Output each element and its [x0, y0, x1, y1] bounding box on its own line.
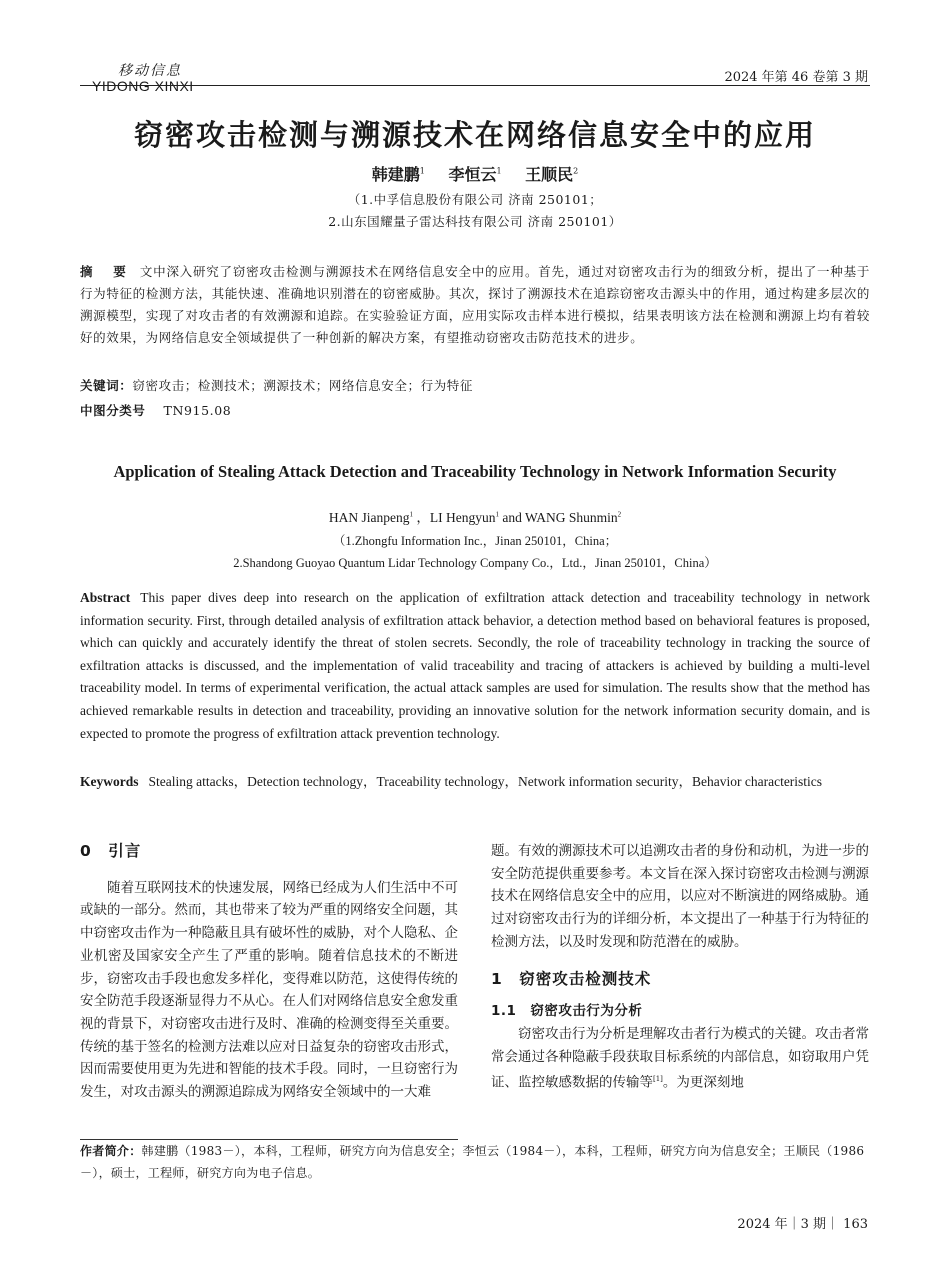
section-1-1-paragraph: 窃密攻击行为分析是理解攻击者行为模式的关键。攻击者常常会通过各种隐蔽手段获取目标系统的内部信息，如窃取用户凭证、监控敏感数据的传输等[1]。为更深刻地 — [491, 1025, 869, 1091]
abstract-en — [80, 587, 870, 745]
clc-number — [80, 401, 231, 419]
abstract-cn-label: 摘 要 — [80, 264, 134, 279]
keywords-cn-text: 窃密攻击；检测技术；溯源技术；网络信息安全；行为特征 — [132, 378, 474, 393]
author-2: 李恒云$^1$ — [448, 165, 502, 184]
english-title: Application of Stealing Attack Detection and Traceability Technology in Network Information Security — [113, 462, 837, 481]
journal-logo — [92, 60, 194, 94]
abstract-en-label: Abstract — [80, 590, 131, 605]
keywords-en-text: Stealing attacks，Detection technology，Traceability technology，Network information security，Behavior characteristics — [148, 774, 823, 789]
abstract-cn-text: 文中深入研究了窃密攻击检测与溯源技术在网络信息安全中的应用。首先，通过对窃密攻击行为的细致分析，提出了一种基于行为特征的检测方法，其能快速、准确地识别潜在的窃密威胁。其次，探讨了溯源技术在追踪窃密攻击源头中的作用，通过构建多层次的溯源模型，实现了对攻击者的有效溯源和追踪。在实验验证方面，应用实际攻击样本进行模拟，结果表明该方法在检测和溯源上均有着较好的效果，为网络信息安全领域提供了一种创新的解决方案，有望推动窃密攻击防范技术的进步。 — [80, 264, 870, 345]
section-1-1-heading: 1.1 窃密攻击行为分析 — [491, 1003, 643, 1020]
issue-info: 2024 年第 46 卷第 3 期 — [724, 70, 868, 85]
english-author-3: WANG Shunmin — [524, 510, 618, 525]
header-rule — [80, 85, 870, 86]
author-3: 王顺民$^2$ — [525, 165, 579, 184]
body-column-right — [491, 840, 869, 1095]
author-bio-footnote — [80, 1140, 870, 1184]
journal-name-cn: 移动信息 — [118, 63, 182, 79]
keywords-en — [80, 771, 870, 794]
abstract-cn — [80, 261, 870, 349]
affiliation-cn-2: 2.山东国耀量子雷达科技有限公司 济南 250101） — [328, 214, 622, 229]
english-author-1: HAN Jianpeng — [328, 510, 410, 525]
author-list — [0, 162, 950, 185]
paper-title: 窃密攻击检测与溯源技术在网络信息安全中的应用 — [133, 118, 816, 152]
english-author-2: LI Hengyun — [429, 510, 496, 525]
english-affiliation-1: （1.Zhongfu Information Inc.，Jinan 250101，China； — [332, 534, 618, 548]
section-0-heading: 0 引言 — [80, 842, 142, 860]
citation-ref: [1] — [653, 1075, 663, 1084]
abstract-en-text: This paper dives deep into research on the application of exfiltration attack detection and traceability technology in network information security. First, through detailed analysis of exfiltration attack behavior, a detection method based on behavioral features is proposed, which can quickly and accurately identify the threat of stolen secrets. Secondly, the role of traceability technology in tracking the source of exfiltration attacks is discussed, and the implementation of valid traceability and tracing of attackers is achieved by building a multi-level traceability model. In terms of experimental verification, the actual attack samples are used for simulation. The results show that the method has achieved remarkable results in detection and traceability, providing an innovative solution for the network information security domain, and is expected to promote the progress of exfiltration attack prevention technology. — [80, 590, 870, 741]
affiliation-cn-1: （1.中孚信息股份有限公司 济南 250101； — [347, 192, 603, 207]
clc-value: TN915.08 — [163, 403, 232, 418]
clc-label: 中图分类号 — [80, 403, 146, 418]
section-0-paragraph: 随着互联网技术的快速发展，网络已经成为人们生活中不可或缺的一部分。然而，其也带来了较为严重的网络安全问题，其中窃密攻击作为一种隐蔽且具有破坏性的威胁，对个人隐私、企业机密及国家安全产生了严重的影响。随着信息技术的不断进步，窃密攻击手段也愈发多样化，变得难以防范，这使得传统的安全防范手段逐渐显得力不从心。在人们对网络信息安全愈发重视的背景下，对窃密攻击进行及时、准确的检测变得至关重要。传统的基于签名的检测方法难以应对日益复杂的窃密攻击形式，因而需要使用更为先进和智能的技术手段。同时，一旦窃密行为发生，对攻击源头的溯源追踪成为网络安全领域中的一大难 — [80, 879, 458, 1101]
journal-name-en: YIDONG XINXI — [92, 78, 194, 94]
body-column-left — [80, 840, 458, 1104]
keywords-cn — [80, 376, 473, 394]
section-1-heading: 1 窃密攻击检测技术 — [491, 969, 652, 988]
section-0-paragraph-continued: 题。有效的溯源技术可以追溯攻击者的身份和动机，为进一步的安全防范提供重要参考。本文旨在深入探讨窃密攻击检测与溯源技术在网络信息安全中的应用，以应对不断演进的网络威胁。通过对窃密攻击行为的详细分析，本文提出了一种基于行为特征的检测方法，以及时发现和防范潜在的威胁。 — [491, 843, 869, 950]
page-footer: 2024 年｜3 期｜ 163 — [737, 1217, 868, 1232]
keywords-cn-label: 关键词： — [80, 378, 133, 393]
english-author-list: HAN Jianpeng$^1$ ，LI Hengyun$^1$ and WANG Shunmin$^2$ — [328, 510, 622, 525]
keywords-en-label: Keywords — [80, 774, 139, 789]
author-1: 韩建鹏$^1$ — [371, 165, 425, 184]
author-bio-label: 作者简介： — [80, 1144, 142, 1158]
english-affiliation-2: 2.Shandong Guoyao Quantum Lidar Technology Company Co.，Ltd.，Jinan 250101，China） — [233, 556, 717, 570]
author-bio-text: 韩建鹏（1983－），本科，工程师，研究方向为信息安全；李恒云（1984－），本科，工程师，研究方向为信息安全；王顺民（1986－），硕士，工程师，研究方向为电子信息。 — [80, 1144, 865, 1180]
